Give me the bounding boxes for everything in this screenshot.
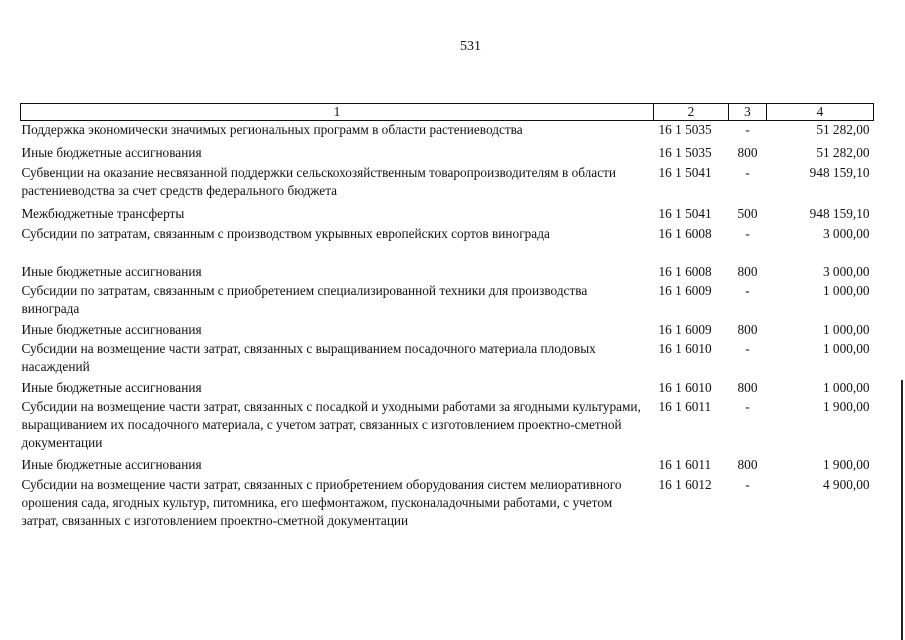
row-type: 800 <box>737 144 758 160</box>
table-row <box>21 379 874 398</box>
row-amount: 51 282,00 <box>816 144 870 160</box>
row-type: - <box>745 282 750 298</box>
header-col-2: 2 <box>654 104 729 121</box>
row-amount: 51 282,00 <box>816 122 870 137</box>
row-code: 16 1 6008 <box>658 263 712 279</box>
row-amount: 1 000,00 <box>822 340 870 356</box>
row-code: 16 1 5041 <box>658 205 712 221</box>
table-row <box>21 225 874 263</box>
row-name: Субсидии по затратам, связанным с производством укрывных европейских сортов винограда <box>21 225 550 241</box>
row-type: 800 <box>737 321 758 337</box>
row-name: Поддержка экономически значимых региональных программ в области растениеводства <box>21 122 523 137</box>
row-code: 16 1 6010 <box>658 379 712 395</box>
table-row <box>21 456 874 476</box>
row-type: - <box>745 225 750 241</box>
row-type: 800 <box>737 379 758 395</box>
row-name: Иные бюджетные ассигнования <box>21 263 202 279</box>
row-type: 500 <box>737 205 758 221</box>
row-amount: 3 000,00 <box>822 225 870 241</box>
budget-table <box>20 103 874 550</box>
table-row <box>21 282 874 321</box>
row-name: Иные бюджетные ассигнования <box>21 321 202 337</box>
row-type: - <box>745 476 750 492</box>
table-row <box>21 321 874 340</box>
row-amount: 1 000,00 <box>822 379 870 395</box>
row-code: 16 1 6011 <box>658 456 712 472</box>
row-name: Иные бюджетные ассигнования <box>21 144 202 160</box>
row-code: 16 1 6009 <box>658 321 712 337</box>
row-type: - <box>745 164 750 180</box>
row-name: Иные бюджетные ассигнования <box>21 456 202 472</box>
row-code: 16 1 5035 <box>658 144 712 160</box>
table-header-row <box>21 104 874 121</box>
row-amount: 1 900,00 <box>822 456 870 472</box>
row-name: Субсидии на возмещение части затрат, связанных с посадкой и уходными работами за ягодными культурами, выращиванием их посадочного материала, с учетом затрат, связанных с изготовлением проектно-сметной документации <box>21 398 641 450</box>
table-row <box>21 144 874 164</box>
row-name: Субсидии на возмещение части затрат, связанных с приобретением оборудования систем мелиоративного орошения сада, ягодных культур, питомника, его шефмонтажом, пусконаладочными работами, с учетом затрат, связанных с изготовлением проектно-сметной документации <box>21 476 622 528</box>
row-code: 16 1 6008 <box>658 225 712 241</box>
row-type: - <box>745 398 750 414</box>
table-row <box>21 398 874 456</box>
row-type: - <box>745 122 750 137</box>
table-row <box>21 263 874 282</box>
row-name: Субсидии на возмещение части затрат, связанных с выращиванием посадочного материала плодовых насаждений <box>21 340 596 374</box>
table-row <box>21 476 874 550</box>
header-col-3: 3 <box>729 104 767 121</box>
row-code: 16 1 5041 <box>658 164 712 180</box>
row-code: 16 1 5035 <box>658 122 712 137</box>
page-number: 531 <box>460 39 481 54</box>
scan-edge-mark <box>901 380 903 640</box>
row-code: 16 1 6009 <box>658 282 712 298</box>
row-amount: 3 000,00 <box>822 263 870 279</box>
table-row <box>21 164 874 205</box>
row-amount: 948 159,10 <box>809 205 870 221</box>
row-code: 16 1 6011 <box>658 398 712 414</box>
row-type: - <box>745 340 750 356</box>
header-col-1: 1 <box>21 104 654 121</box>
row-name: Субсидии по затратам, связанным с приобретением специализированной техники для производства винограда <box>21 282 588 316</box>
row-code: 16 1 6012 <box>658 476 712 492</box>
row-amount: 4 900,00 <box>822 476 870 492</box>
row-name: Межбюджетные трансферты <box>21 205 185 221</box>
row-name: Иные бюджетные ассигнования <box>21 379 202 395</box>
table-row <box>21 121 874 144</box>
table-row <box>21 205 874 225</box>
row-code: 16 1 6010 <box>658 340 712 356</box>
row-amount: 1 000,00 <box>822 282 870 298</box>
row-type: 800 <box>737 263 758 279</box>
row-name: Субвенции на оказание несвязанной поддержки сельскохозяйственным товаропроизводителям в области растениеводства за счет средств федерального бюджета <box>21 164 617 198</box>
row-amount: 948 159,10 <box>809 164 870 180</box>
table-row <box>21 340 874 379</box>
row-type: 800 <box>737 456 758 472</box>
row-amount: 1 000,00 <box>822 321 870 337</box>
row-amount: 1 900,00 <box>822 398 870 414</box>
header-col-4: 4 <box>767 104 874 121</box>
